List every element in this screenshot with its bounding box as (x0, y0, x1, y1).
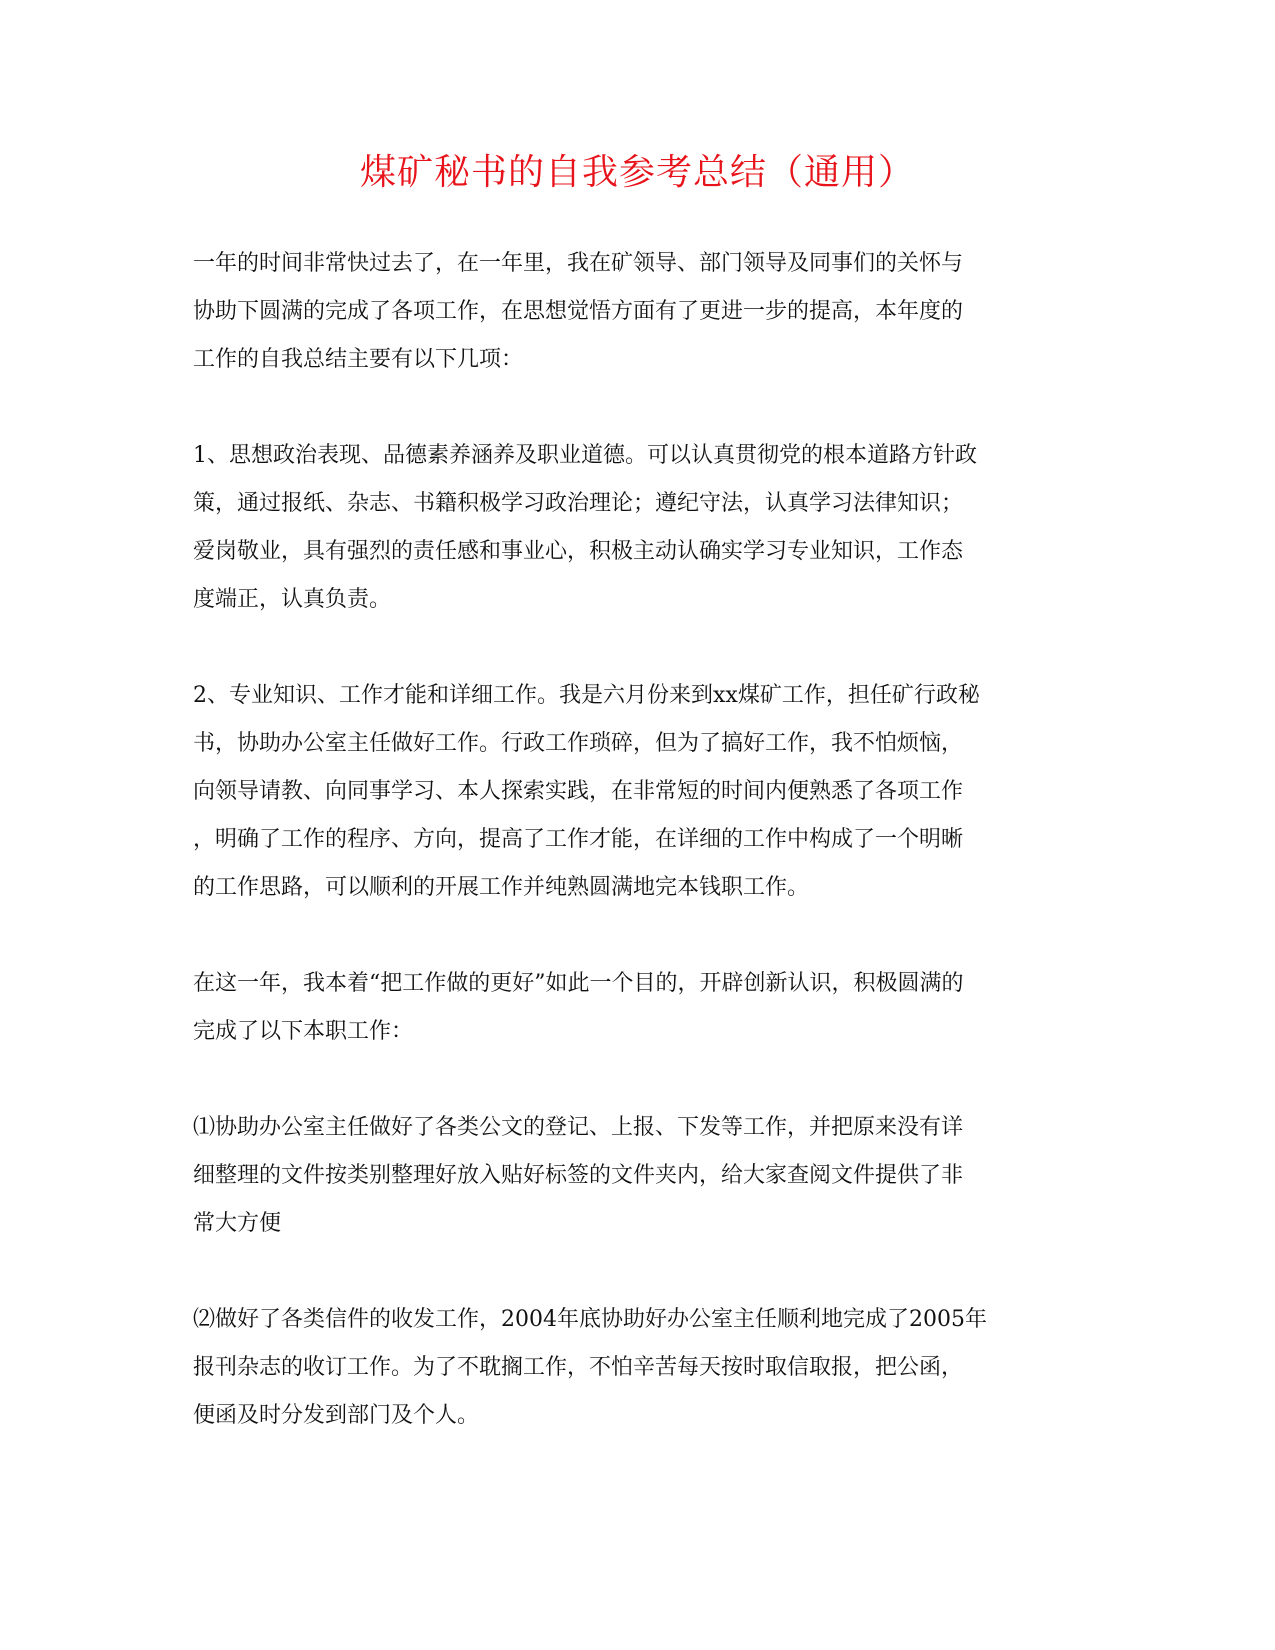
paragraph-year-goal (193, 960, 1083, 1056)
text-line: 2、专业知识、工作才能和详细工作。我是六月份来到xx煤矿工作，担任矿行政秘 (193, 683, 980, 708)
text-line: 便函及时分发到部门及个人。 (193, 1403, 480, 1428)
paragraph-section-1 (193, 432, 1083, 624)
text-line: 报刊杂志的收订工作。为了不耽搁工作，不怕辛苦每天按时取信取报，把公函， (193, 1355, 964, 1380)
text-line: ⑴协助办公室主任做好了各类公文的登记、上报、下发等工作，并把原来没有详 (193, 1115, 964, 1140)
text-line: 一年的时间非常快过去了，在一年里，我在矿领导、部门领导及同事们的关怀与 (193, 251, 964, 276)
text-line: 工作的自我总结主要有以下几项： (193, 347, 524, 372)
document-title: 煤矿秘书的自我参考总结（通用） (359, 152, 915, 193)
text-line: 爱岗敬业，具有强烈的责任感和事业心，积极主动认确实学习专业知识，工作态 (193, 539, 964, 564)
paragraph-item-2 (193, 1296, 1083, 1440)
text-line: 完成了以下本职工作： (193, 1019, 414, 1044)
text-line: 协助下圆满的完成了各项工作，在思想觉悟方面有了更进一步的提高，本年度的 (193, 299, 964, 324)
text-line: 策，通过报纸、杂志、书籍积极学习政治理论；遵纪守法，认真学习法律知识； (193, 491, 964, 516)
document-body (193, 240, 1083, 1488)
paragraph-item-1 (193, 1104, 1083, 1248)
text-line: 1、思想政治表现、品德素养涵养及职业道德。可以认真贯彻党的根本道路方针政 (193, 443, 977, 468)
text-line: 的工作思路，可以顺利的开展工作并纯熟圆满地完本钱职工作。 (193, 875, 810, 900)
text-line: 常大方便 (193, 1211, 282, 1236)
paragraph-section-2 (193, 672, 1083, 912)
text-line: ，明确了工作的程序、方向，提高了工作才能，在详细的工作中构成了一个明晰 (193, 827, 964, 852)
text-line: 向领导请教、向同事学习、本人探索实践，在非常短的时间内便熟悉了各项工作 (193, 779, 964, 804)
paragraph-intro (193, 240, 1083, 384)
text-line: 书，协助办公室主任做好工作。行政工作琐碎，但为了搞好工作，我不怕烦恼， (193, 731, 964, 756)
text-line: 细整理的文件按类别整理好放入贴好标签的文件夹内，给大家查阅文件提供了非 (193, 1163, 964, 1188)
text-line: ⑵做好了各类信件的收发工作，2004年底协助好办公室主任顺利地完成了2005年 (193, 1307, 987, 1332)
text-line: 度端正，认真负责。 (193, 587, 392, 612)
text-line: 在这一年，我本着“把工作做的更好”如此一个目的，开辟创新认识，积极圆满的 (193, 971, 964, 996)
